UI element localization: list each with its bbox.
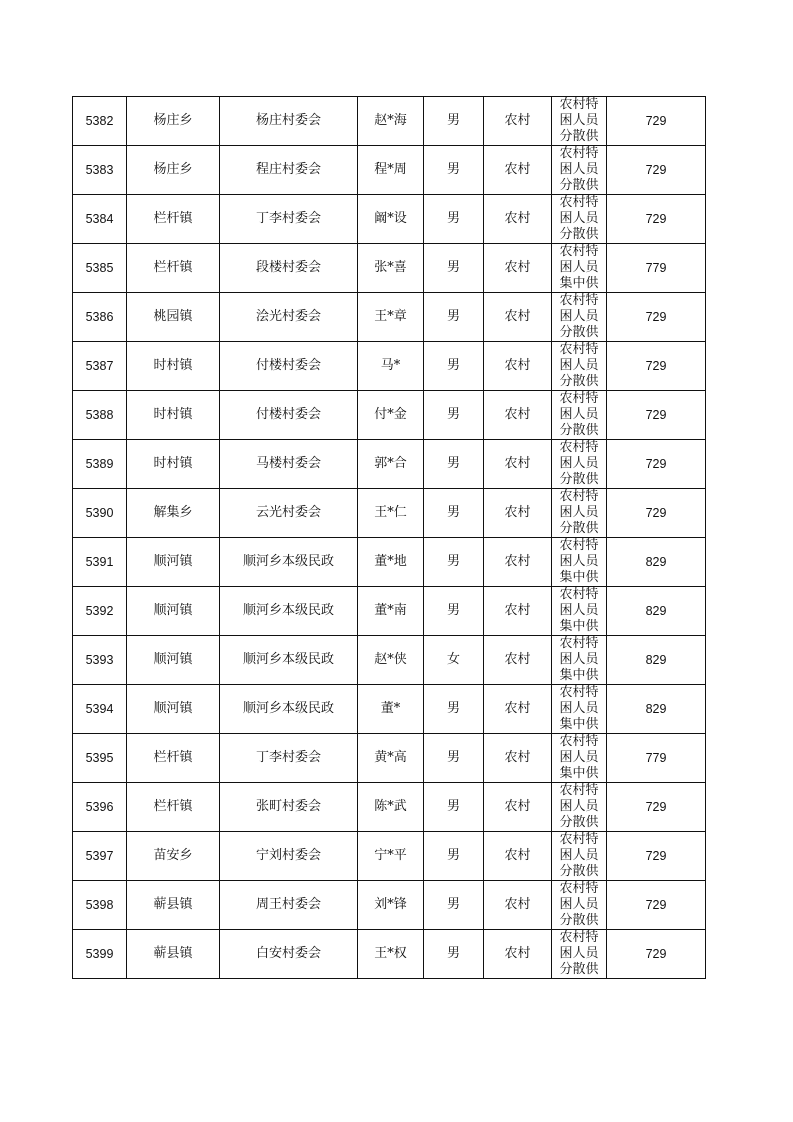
name-cell: 刘*锋 bbox=[358, 881, 424, 930]
table-row bbox=[73, 440, 706, 489]
area-cell: 农村 bbox=[484, 832, 552, 881]
category-line: 困人员 bbox=[559, 456, 599, 471]
village-cell: 付楼村委会 bbox=[220, 342, 358, 391]
gender-cell: 男 bbox=[424, 538, 484, 587]
category-line: 农村特 bbox=[559, 146, 599, 161]
table-row bbox=[73, 832, 706, 881]
area-cell: 农村 bbox=[484, 685, 552, 734]
amount-cell: 729 bbox=[607, 293, 706, 342]
gender-cell: 男 bbox=[424, 832, 484, 881]
category-line: 困人员 bbox=[559, 113, 599, 128]
town-cell: 顺河镇 bbox=[127, 587, 220, 636]
category-line: 困人员 bbox=[559, 750, 599, 765]
category-line: 困人员 bbox=[559, 701, 599, 716]
category-line: 集中供 bbox=[559, 619, 599, 634]
town-cell: 杨庄乡 bbox=[127, 97, 220, 146]
town-cell: 顺河镇 bbox=[127, 538, 220, 587]
category-cell bbox=[552, 734, 607, 783]
gender-cell: 男 bbox=[424, 97, 484, 146]
records-table bbox=[72, 96, 706, 979]
category-line: 集中供 bbox=[559, 717, 599, 732]
town-cell: 栏杆镇 bbox=[127, 734, 220, 783]
category-line: 困人员 bbox=[559, 407, 599, 422]
gender-cell: 男 bbox=[424, 146, 484, 195]
gender-cell: 男 bbox=[424, 342, 484, 391]
row-id-cell: 5384 bbox=[73, 195, 127, 244]
amount-cell: 729 bbox=[607, 930, 706, 979]
amount-cell: 729 bbox=[607, 195, 706, 244]
gender-cell: 男 bbox=[424, 685, 484, 734]
town-cell: 蕲县镇 bbox=[127, 930, 220, 979]
category-line: 农村特 bbox=[559, 440, 599, 455]
category-cell bbox=[552, 146, 607, 195]
category-line: 困人员 bbox=[559, 799, 599, 814]
table-row bbox=[73, 538, 706, 587]
village-cell: 周王村委会 bbox=[220, 881, 358, 930]
category-cell bbox=[552, 391, 607, 440]
category-line: 分散供 bbox=[559, 962, 599, 977]
category-cell bbox=[552, 293, 607, 342]
category-line: 分散供 bbox=[559, 423, 599, 438]
gender-cell: 女 bbox=[424, 636, 484, 685]
row-id-cell: 5388 bbox=[73, 391, 127, 440]
amount-cell: 829 bbox=[607, 587, 706, 636]
village-cell: 云光村委会 bbox=[220, 489, 358, 538]
category-line: 困人员 bbox=[559, 554, 599, 569]
category-line: 分散供 bbox=[559, 129, 599, 144]
category-line: 农村特 bbox=[559, 391, 599, 406]
gender-cell: 男 bbox=[424, 930, 484, 979]
area-cell: 农村 bbox=[484, 244, 552, 293]
amount-cell: 779 bbox=[607, 734, 706, 783]
name-cell: 董*南 bbox=[358, 587, 424, 636]
row-id-cell: 5395 bbox=[73, 734, 127, 783]
category-cell bbox=[552, 587, 607, 636]
amount-cell: 729 bbox=[607, 832, 706, 881]
category-cell bbox=[552, 440, 607, 489]
amount-cell: 729 bbox=[607, 391, 706, 440]
village-cell: 张町村委会 bbox=[220, 783, 358, 832]
name-cell: 王*章 bbox=[358, 293, 424, 342]
gender-cell: 男 bbox=[424, 734, 484, 783]
table-row bbox=[73, 636, 706, 685]
name-cell: 马* bbox=[358, 342, 424, 391]
table-row bbox=[73, 293, 706, 342]
category-cell bbox=[552, 489, 607, 538]
area-cell: 农村 bbox=[484, 783, 552, 832]
name-cell: 陈*武 bbox=[358, 783, 424, 832]
table-row bbox=[73, 685, 706, 734]
town-cell: 时村镇 bbox=[127, 391, 220, 440]
name-cell: 董* bbox=[358, 685, 424, 734]
category-line: 分散供 bbox=[559, 178, 599, 193]
category-cell bbox=[552, 881, 607, 930]
category-line: 农村特 bbox=[559, 244, 599, 259]
category-line: 困人员 bbox=[559, 309, 599, 324]
category-line: 分散供 bbox=[559, 472, 599, 487]
area-cell: 农村 bbox=[484, 636, 552, 685]
town-cell: 蕲县镇 bbox=[127, 881, 220, 930]
category-line: 分散供 bbox=[559, 864, 599, 879]
category-cell bbox=[552, 244, 607, 293]
name-cell: 张*喜 bbox=[358, 244, 424, 293]
category-line: 农村特 bbox=[559, 734, 599, 749]
category-line: 集中供 bbox=[559, 276, 599, 291]
category-line: 分散供 bbox=[559, 521, 599, 536]
table-row bbox=[73, 489, 706, 538]
category-line: 困人员 bbox=[559, 946, 599, 961]
village-cell: 付楼村委会 bbox=[220, 391, 358, 440]
category-line: 农村特 bbox=[559, 636, 599, 651]
town-cell: 顺河镇 bbox=[127, 685, 220, 734]
area-cell: 农村 bbox=[484, 146, 552, 195]
area-cell: 农村 bbox=[484, 538, 552, 587]
town-cell: 栏杆镇 bbox=[127, 244, 220, 293]
category-cell bbox=[552, 342, 607, 391]
category-line: 困人员 bbox=[559, 211, 599, 226]
name-cell: 王*仁 bbox=[358, 489, 424, 538]
row-id-cell: 5394 bbox=[73, 685, 127, 734]
name-cell: 阚*设 bbox=[358, 195, 424, 244]
area-cell: 农村 bbox=[484, 734, 552, 783]
village-cell: 丁李村委会 bbox=[220, 195, 358, 244]
category-line: 集中供 bbox=[559, 570, 599, 585]
gender-cell: 男 bbox=[424, 489, 484, 538]
name-cell: 程*周 bbox=[358, 146, 424, 195]
row-id-cell: 5382 bbox=[73, 97, 127, 146]
table-row bbox=[73, 734, 706, 783]
amount-cell: 729 bbox=[607, 440, 706, 489]
row-id-cell: 5391 bbox=[73, 538, 127, 587]
row-id-cell: 5396 bbox=[73, 783, 127, 832]
category-line: 困人员 bbox=[559, 652, 599, 667]
row-id-cell: 5390 bbox=[73, 489, 127, 538]
category-line: 困人员 bbox=[559, 897, 599, 912]
town-cell: 时村镇 bbox=[127, 440, 220, 489]
village-cell: 顺河乡本级民政 bbox=[220, 636, 358, 685]
gender-cell: 男 bbox=[424, 244, 484, 293]
amount-cell: 729 bbox=[607, 489, 706, 538]
category-line: 农村特 bbox=[559, 97, 599, 112]
amount-cell: 829 bbox=[607, 685, 706, 734]
row-id-cell: 5386 bbox=[73, 293, 127, 342]
category-line: 困人员 bbox=[559, 358, 599, 373]
row-id-cell: 5389 bbox=[73, 440, 127, 489]
category-line: 分散供 bbox=[559, 227, 599, 242]
town-cell: 杨庄乡 bbox=[127, 146, 220, 195]
name-cell: 赵*海 bbox=[358, 97, 424, 146]
category-line: 农村特 bbox=[559, 881, 599, 896]
amount-cell: 779 bbox=[607, 244, 706, 293]
town-cell: 解集乡 bbox=[127, 489, 220, 538]
category-line: 困人员 bbox=[559, 260, 599, 275]
name-cell: 付*金 bbox=[358, 391, 424, 440]
town-cell: 苗安乡 bbox=[127, 832, 220, 881]
town-cell: 时村镇 bbox=[127, 342, 220, 391]
category-line: 农村特 bbox=[559, 489, 599, 504]
name-cell: 董*地 bbox=[358, 538, 424, 587]
category-line: 农村特 bbox=[559, 538, 599, 553]
area-cell: 农村 bbox=[484, 489, 552, 538]
gender-cell: 男 bbox=[424, 293, 484, 342]
row-id-cell: 5387 bbox=[73, 342, 127, 391]
village-cell: 杨庄村委会 bbox=[220, 97, 358, 146]
amount-cell: 729 bbox=[607, 783, 706, 832]
amount-cell: 829 bbox=[607, 538, 706, 587]
row-id-cell: 5383 bbox=[73, 146, 127, 195]
amount-cell: 829 bbox=[607, 636, 706, 685]
category-line: 困人员 bbox=[559, 848, 599, 863]
category-line: 分散供 bbox=[559, 913, 599, 928]
row-id-cell: 5385 bbox=[73, 244, 127, 293]
category-line: 农村特 bbox=[559, 783, 599, 798]
table-row bbox=[73, 195, 706, 244]
name-cell: 宁*平 bbox=[358, 832, 424, 881]
table-row bbox=[73, 587, 706, 636]
table-row bbox=[73, 244, 706, 293]
category-line: 分散供 bbox=[559, 325, 599, 340]
village-cell: 马楼村委会 bbox=[220, 440, 358, 489]
category-cell bbox=[552, 636, 607, 685]
town-cell: 栏杆镇 bbox=[127, 195, 220, 244]
name-cell: 王*权 bbox=[358, 930, 424, 979]
table-row bbox=[73, 881, 706, 930]
category-line: 分散供 bbox=[559, 374, 599, 389]
amount-cell: 729 bbox=[607, 146, 706, 195]
records-table-body bbox=[73, 97, 706, 979]
row-id-cell: 5393 bbox=[73, 636, 127, 685]
name-cell: 郭*合 bbox=[358, 440, 424, 489]
category-line: 分散供 bbox=[559, 815, 599, 830]
category-line: 集中供 bbox=[559, 766, 599, 781]
category-line: 农村特 bbox=[559, 930, 599, 945]
row-id-cell: 5399 bbox=[73, 930, 127, 979]
table-row bbox=[73, 783, 706, 832]
amount-cell: 729 bbox=[607, 97, 706, 146]
row-id-cell: 5397 bbox=[73, 832, 127, 881]
table-row bbox=[73, 97, 706, 146]
village-cell: 丁李村委会 bbox=[220, 734, 358, 783]
town-cell: 栏杆镇 bbox=[127, 783, 220, 832]
category-line: 农村特 bbox=[559, 832, 599, 847]
village-cell: 程庄村委会 bbox=[220, 146, 358, 195]
row-id-cell: 5398 bbox=[73, 881, 127, 930]
area-cell: 农村 bbox=[484, 293, 552, 342]
category-cell bbox=[552, 685, 607, 734]
category-cell bbox=[552, 832, 607, 881]
village-cell: 段楼村委会 bbox=[220, 244, 358, 293]
area-cell: 农村 bbox=[484, 930, 552, 979]
town-cell: 桃园镇 bbox=[127, 293, 220, 342]
area-cell: 农村 bbox=[484, 195, 552, 244]
name-cell: 黄*高 bbox=[358, 734, 424, 783]
category-cell bbox=[552, 538, 607, 587]
name-cell: 赵*侠 bbox=[358, 636, 424, 685]
amount-cell: 729 bbox=[607, 342, 706, 391]
category-cell bbox=[552, 783, 607, 832]
gender-cell: 男 bbox=[424, 881, 484, 930]
gender-cell: 男 bbox=[424, 391, 484, 440]
category-line: 困人员 bbox=[559, 162, 599, 177]
area-cell: 农村 bbox=[484, 587, 552, 636]
amount-cell: 729 bbox=[607, 881, 706, 930]
village-cell: 顺河乡本级民政 bbox=[220, 587, 358, 636]
area-cell: 农村 bbox=[484, 342, 552, 391]
category-line: 集中供 bbox=[559, 668, 599, 683]
category-line: 农村特 bbox=[559, 587, 599, 602]
gender-cell: 男 bbox=[424, 783, 484, 832]
village-cell: 顺河乡本级民政 bbox=[220, 538, 358, 587]
gender-cell: 男 bbox=[424, 195, 484, 244]
table-row bbox=[73, 146, 706, 195]
table-row bbox=[73, 342, 706, 391]
category-line: 农村特 bbox=[559, 685, 599, 700]
table-row bbox=[73, 391, 706, 440]
village-cell: 顺河乡本级民政 bbox=[220, 685, 358, 734]
town-cell: 顺河镇 bbox=[127, 636, 220, 685]
category-line: 农村特 bbox=[559, 293, 599, 308]
category-line: 农村特 bbox=[559, 195, 599, 210]
area-cell: 农村 bbox=[484, 881, 552, 930]
area-cell: 农村 bbox=[484, 97, 552, 146]
row-id-cell: 5392 bbox=[73, 587, 127, 636]
gender-cell: 男 bbox=[424, 587, 484, 636]
table-row bbox=[73, 930, 706, 979]
gender-cell: 男 bbox=[424, 440, 484, 489]
category-line: 农村特 bbox=[559, 342, 599, 357]
village-cell: 宁刘村委会 bbox=[220, 832, 358, 881]
area-cell: 农村 bbox=[484, 440, 552, 489]
category-cell bbox=[552, 195, 607, 244]
category-line: 困人员 bbox=[559, 603, 599, 618]
area-cell: 农村 bbox=[484, 391, 552, 440]
category-cell bbox=[552, 930, 607, 979]
village-cell: 白安村委会 bbox=[220, 930, 358, 979]
category-cell bbox=[552, 97, 607, 146]
village-cell: 浍光村委会 bbox=[220, 293, 358, 342]
category-line: 困人员 bbox=[559, 505, 599, 520]
